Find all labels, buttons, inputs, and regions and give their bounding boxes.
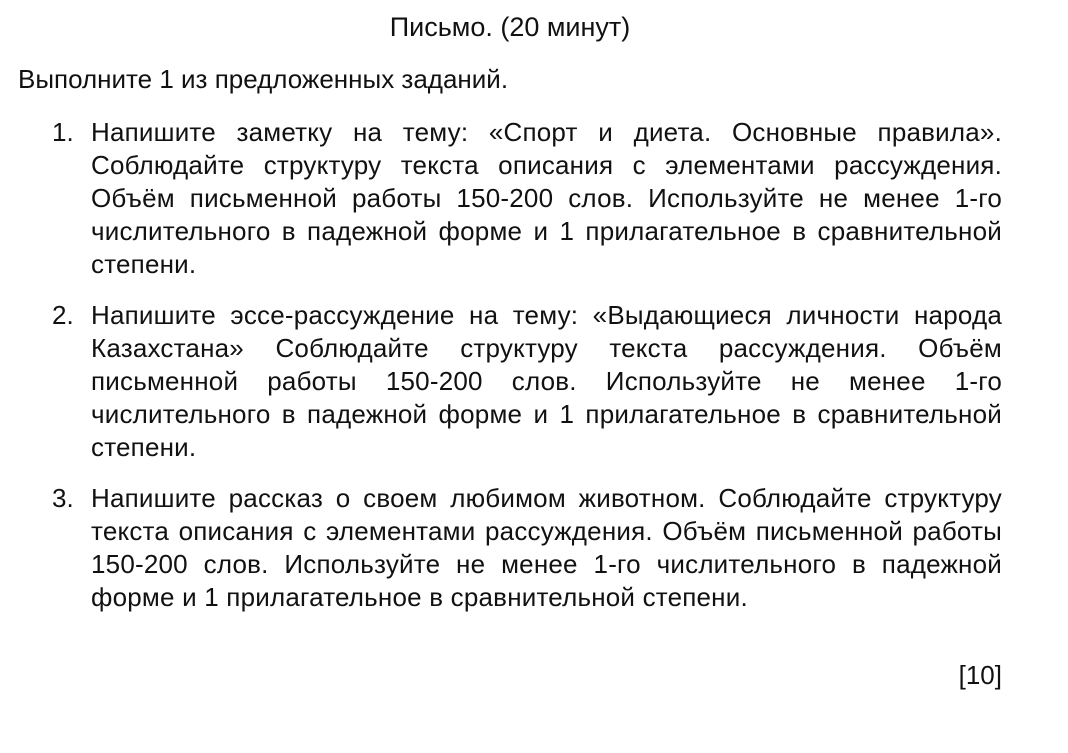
task-number: 1. [52,117,74,147]
task-item-1 [0,116,1068,281]
task-text: Напишите рассказ о своем любимом животном. Соблюдайте структуру текста описания с элементами рассуждения. Объём письменной работы 150-200 слов. Используйте не менее 1-го числительного в падежной форме и 1 прилагательное в сравнительной степени. [91,483,1002,612]
score-label: [10] [958,660,1002,690]
instruction-text: Выполните 1 из предложенных заданий. [18,64,509,94]
task-number: 3. [52,483,74,513]
task-item-2 [0,299,1068,464]
page-title: Письмо. (20 минут) [389,12,631,42]
task-number: 2. [52,300,74,330]
task-item-3 [0,482,1068,614]
task-text: Напишите заметку на тему: «Спорт и диета. Основные правила». Соблюдайте структуру текста описания с элементами рассуждения. Объём письменной работы 150-200 слов. Используйте не менее 1-го числительного в падежной форме и 1 прилагательное в сравнительной степени. [91,117,1002,279]
task-list [0,116,1068,632]
task-text: Напишите эссе-рассуждение на тему: «Выдающиеся личности народа Казахстана» Соблюдайте структуру текста рассуждения. Объём письменной работы 150-200 слов. Используйте не менее 1-го числительного в падежной форме и 1 прилагательное в сравнительной степени. [91,300,1002,462]
